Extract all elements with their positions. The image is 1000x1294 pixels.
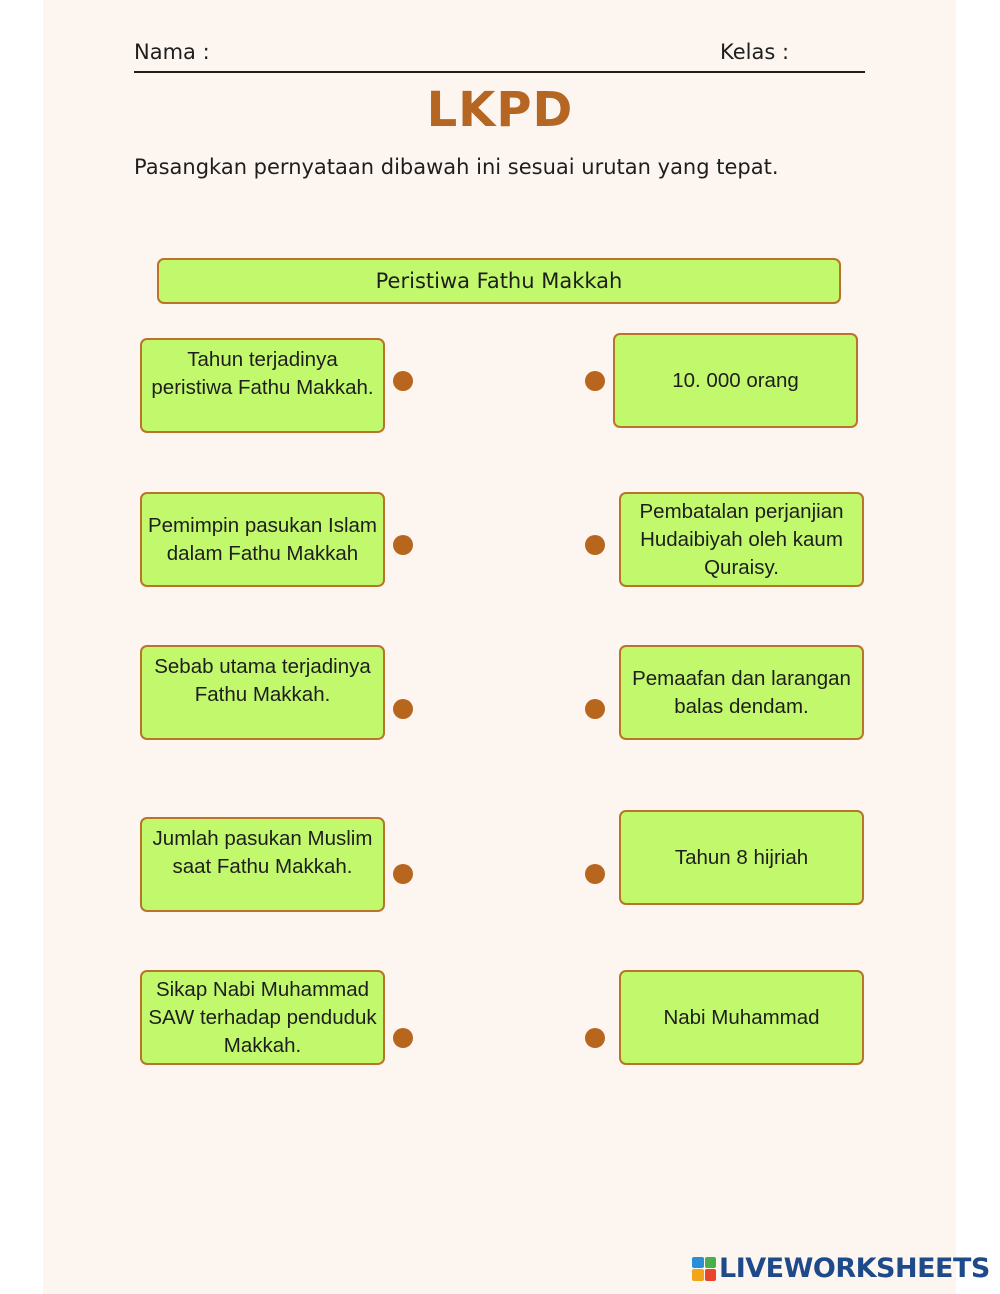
right-answer-4: Tahun 8 hijriah bbox=[619, 810, 864, 905]
nama-label: Nama : bbox=[134, 40, 210, 64]
left-connector-dot-3[interactable] bbox=[393, 699, 413, 719]
header-divider bbox=[134, 71, 865, 73]
left-statement-2: Pemimpin pasukan Islam dalam Fathu Makkah bbox=[140, 492, 385, 587]
right-connector-dot-3[interactable] bbox=[585, 699, 605, 719]
page-title: LKPD bbox=[426, 82, 574, 138]
kelas-label: Kelas : bbox=[720, 40, 790, 64]
right-connector-dot-2[interactable] bbox=[585, 535, 605, 555]
liveworksheets-brand bbox=[692, 1253, 990, 1284]
left-connector-dot-5[interactable] bbox=[393, 1028, 413, 1048]
left-statement-4: Jumlah pasukan Muslim saat Fathu Makkah. bbox=[140, 817, 385, 912]
left-connector-dot-2[interactable] bbox=[393, 535, 413, 555]
topic-heading: Peristiwa Fathu Makkah bbox=[157, 258, 841, 304]
right-connector-dot-4[interactable] bbox=[585, 864, 605, 884]
right-connector-dot-5[interactable] bbox=[585, 1028, 605, 1048]
right-answer-3: Pemaafan dan larangan balas dendam. bbox=[619, 645, 864, 740]
left-statement-3: Sebab utama terjadinya Fathu Makkah. bbox=[140, 645, 385, 740]
brand-text: LIVEWORKSHEETS bbox=[719, 1253, 990, 1284]
liveworksheets-logo-icon bbox=[692, 1257, 716, 1281]
left-statement-5: Sikap Nabi Muhammad SAW terhadap penduduk Makkah. bbox=[140, 970, 385, 1065]
left-statement-1: Tahun terjadinya peristiwa Fathu Makkah. bbox=[140, 338, 385, 433]
instruction-text: Pasangkan pernyataan dibawah ini sesuai urutan yang tepat. bbox=[134, 155, 779, 179]
left-connector-dot-4[interactable] bbox=[393, 864, 413, 884]
right-answer-1: 10. 000 orang bbox=[613, 333, 858, 428]
right-answer-5: Nabi Muhammad bbox=[619, 970, 864, 1065]
right-connector-dot-1[interactable] bbox=[585, 371, 605, 391]
left-connector-dot-1[interactable] bbox=[393, 371, 413, 391]
right-answer-2: Pembatalan perjanjian Hudaibiyah oleh kaum Quraisy. bbox=[619, 492, 864, 587]
